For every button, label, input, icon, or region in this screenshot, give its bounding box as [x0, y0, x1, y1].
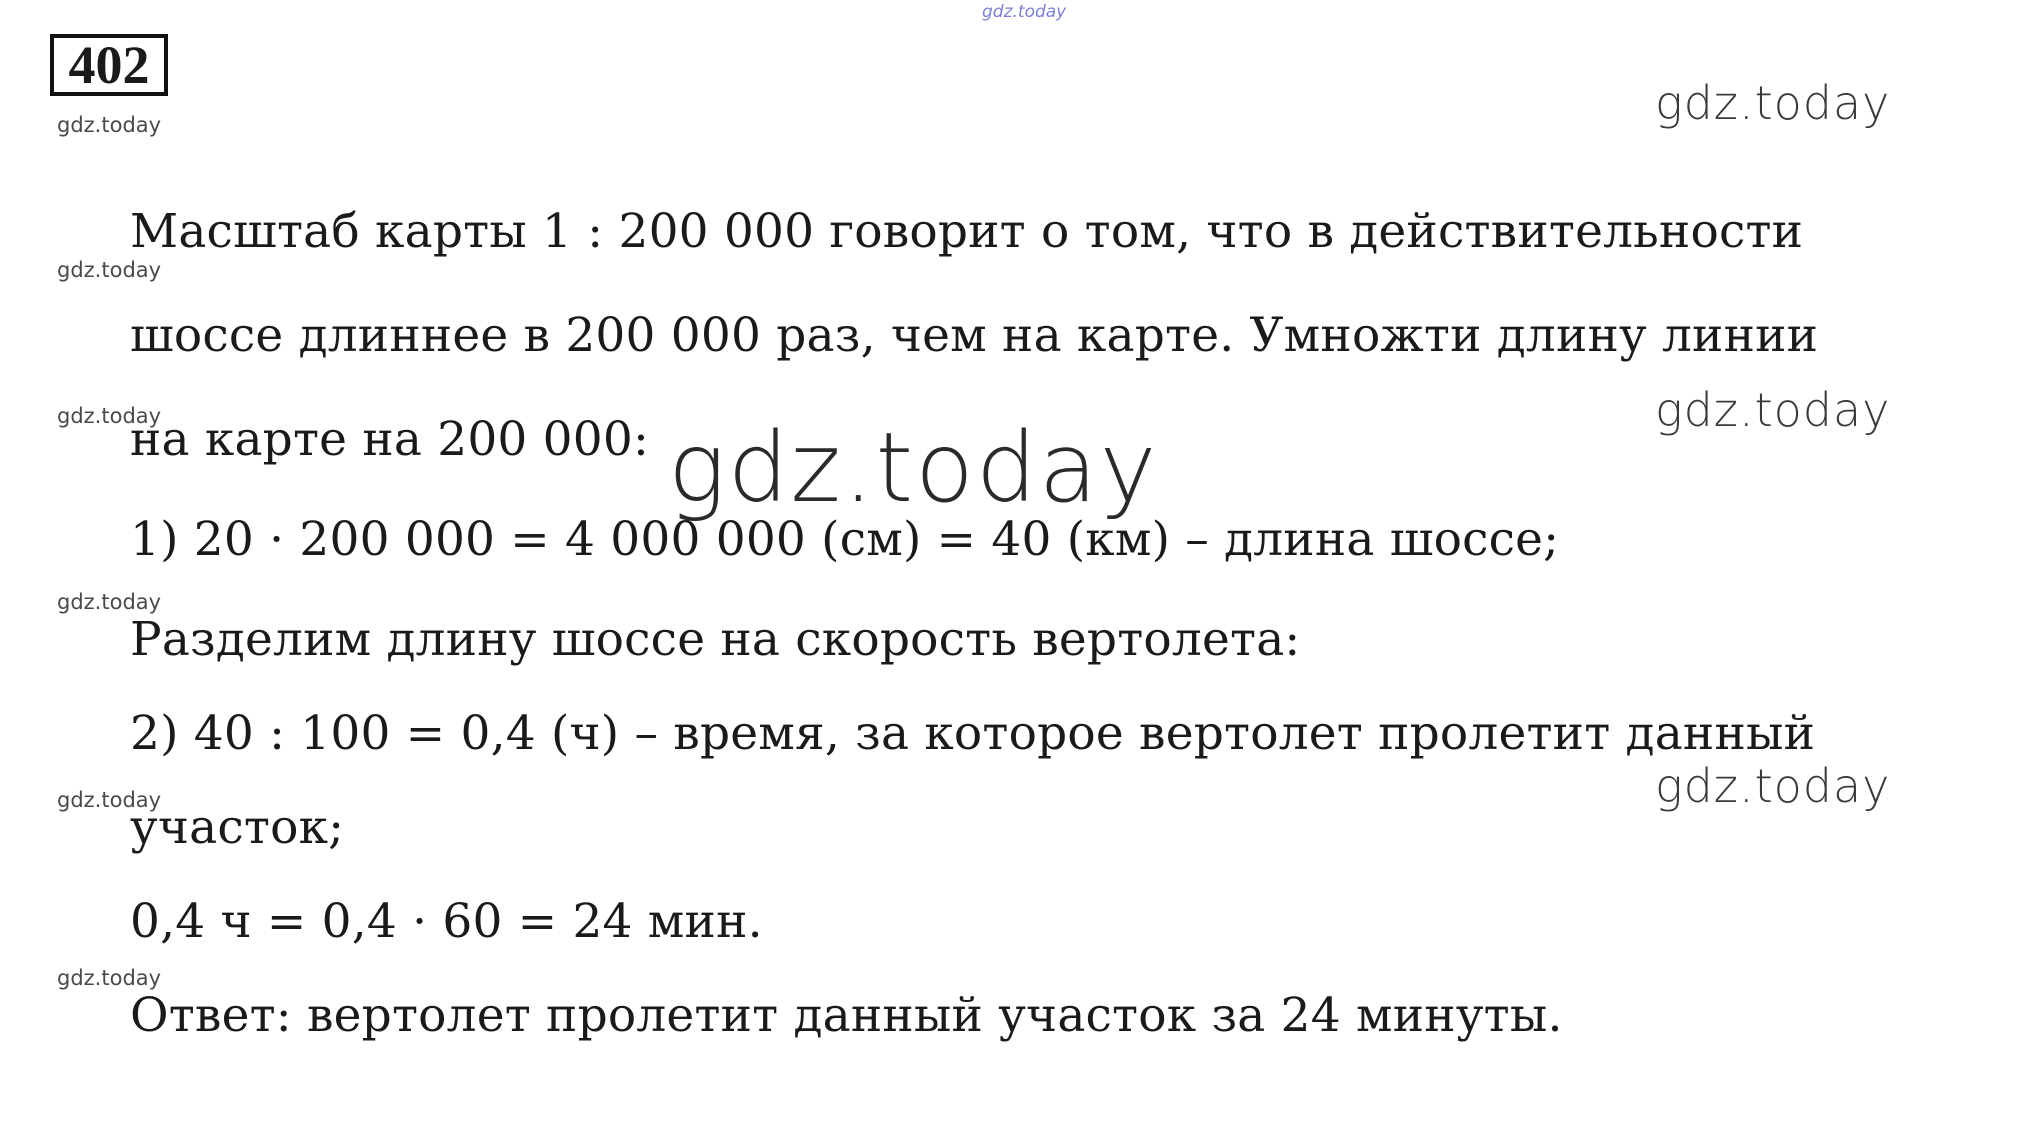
text-line-9: Ответ: вертолет пролетит данный участок за 24 минуты. — [130, 988, 1563, 1043]
watermark-left-2: gdz.today — [57, 258, 162, 282]
watermark-left-1: gdz.today — [57, 113, 162, 137]
text-line-5: Разделим длину шоссе на скорость вертолета: — [130, 612, 1301, 667]
text-line-3: на карте на 200 000: — [130, 412, 650, 467]
watermark-center-large: gdz.today — [668, 412, 1159, 524]
watermark-top: gdz.today — [982, 2, 1067, 22]
watermark-left-5: gdz.today — [57, 788, 162, 812]
watermark-right-1: gdz.today — [1655, 76, 1891, 130]
text-line-6: 2) 40 : 100 = 0,4 (ч) – время, за которое вертолет пролетит данный — [130, 706, 1816, 761]
watermark-right-3: gdz.today — [1655, 759, 1891, 813]
text-line-2: шоссе длиннее в 200 000 раз, чем на карте. Умножти длину линии — [130, 308, 1819, 363]
problem-number-box: 402 — [50, 34, 168, 96]
text-line-4: 1) 20 · 200 000 = 4 000 000 (см) = 40 (км) – длина шоссе; — [130, 512, 1560, 567]
text-line-1: Масштаб карты 1 : 200 000 говорит о том, что в действительности — [130, 204, 1804, 259]
watermark-left-4: gdz.today — [57, 590, 162, 614]
text-line-8: 0,4 ч = 0,4 · 60 = 24 мин. — [130, 894, 763, 949]
watermark-left-6: gdz.today — [57, 966, 162, 990]
watermark-left-3: gdz.today — [57, 404, 162, 428]
text-line-7: участок; — [130, 800, 345, 855]
watermark-right-2: gdz.today — [1655, 383, 1891, 437]
